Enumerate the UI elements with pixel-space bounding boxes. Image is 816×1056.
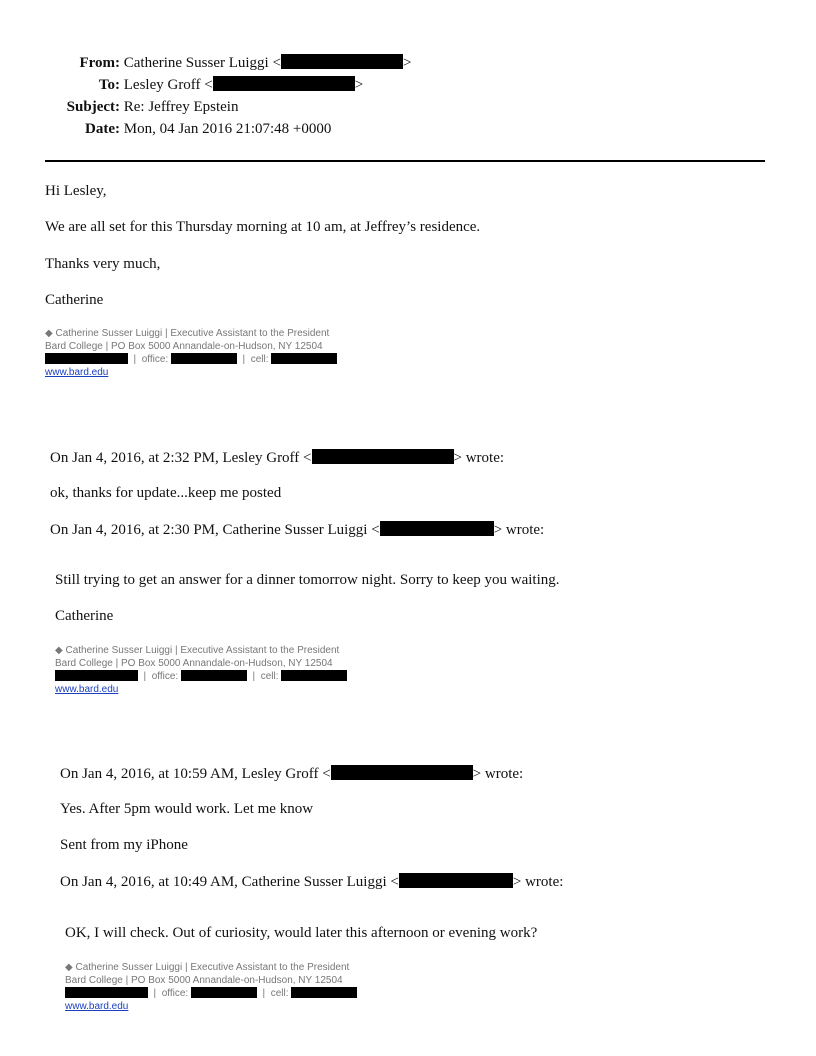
bard-link[interactable]: www.bard.edu: [55, 684, 119, 695]
date-text: Mon, 04 Jan 2016 21:07:48 +0000: [123, 121, 332, 137]
redacted-block: [380, 521, 494, 536]
bracket: >: [354, 77, 364, 93]
redacted-block: [181, 670, 247, 681]
redacted-block: [312, 449, 454, 464]
quote-body: Yes. After 5pm would work. Let me know: [60, 801, 314, 817]
redacted-block: [281, 54, 403, 69]
redacted-block: [55, 670, 138, 681]
signature-line: ◆ Catherine Susser Luiggi | Executive Assistant to the President: [65, 962, 350, 973]
signoff: Catherine: [55, 608, 114, 624]
from-label: From:: [79, 55, 120, 71]
signature-block: [65, 961, 357, 1013]
redacted-block: [281, 670, 347, 681]
quote-header: On Jan 4, 2016, at 10:49 AM, Catherine Susser Luiggi < > wrote:: [60, 874, 564, 890]
from-name: Catherine Susser Luiggi <: [123, 55, 281, 71]
redacted-block: [191, 987, 257, 998]
email-date-row: [0, 118, 331, 140]
quote-body: ok, thanks for update...keep me posted: [50, 485, 282, 501]
greeting: Hi Lesley,: [45, 183, 107, 199]
date-label: Date:: [85, 121, 120, 137]
quote-header: On Jan 4, 2016, at 2:30 PM, Catherine Susser Luiggi < > wrote:: [50, 522, 545, 538]
email-from-row: [0, 52, 411, 74]
redacted-block: [271, 353, 337, 364]
quote-body: OK, I will check. Out of curiosity, would later this afternoon or evening work?: [65, 925, 538, 941]
email-subject-row: [0, 96, 238, 118]
redacted-block: [213, 76, 355, 91]
bard-link[interactable]: www.bard.edu: [65, 1001, 129, 1012]
signature-line: ◆ Catherine Susser Luiggi | Executive Assistant to the President: [45, 328, 330, 339]
bracket: >: [402, 55, 412, 71]
subject-label: Subject:: [66, 99, 120, 115]
signature-contact: | office: | cell:: [55, 670, 347, 683]
subject-text: Re: Jeffrey Epstein: [123, 99, 239, 115]
redacted-block: [291, 987, 357, 998]
signature-block: [55, 644, 347, 696]
quote-body: Still trying to get an answer for a dinner tomorrow night. Sorry to keep you waiting.: [55, 572, 560, 588]
redacted-block: [399, 873, 513, 888]
signature-block: [45, 327, 337, 379]
to-name: Lesley Groff <: [123, 77, 213, 93]
body-line: Thanks very much,: [45, 256, 161, 272]
email-to-row: [0, 74, 363, 96]
redacted-block: [45, 353, 128, 364]
redacted-block: [65, 987, 148, 998]
signature-line: Bard College | PO Box 5000 Annandale-on-Hudson, NY 12504: [45, 341, 323, 352]
signoff: Catherine: [45, 292, 104, 308]
to-label: To:: [98, 77, 120, 93]
quote-header: On Jan 4, 2016, at 10:59 AM, Lesley Groff < > wrote:: [60, 766, 524, 782]
signature-contact: | office: | cell:: [45, 353, 337, 366]
redacted-block: [331, 765, 473, 780]
bard-link[interactable]: www.bard.edu: [45, 367, 109, 378]
signature-line: Bard College | PO Box 5000 Annandale-on-Hudson, NY 12504: [65, 975, 343, 986]
body-line: We are all set for this Thursday morning at 10 am, at Jeffrey’s residence.: [45, 219, 481, 235]
header-divider: [45, 160, 765, 162]
sent-from: Sent from my iPhone: [60, 837, 188, 853]
quote-header: On Jan 4, 2016, at 2:32 PM, Lesley Groff < > wrote:: [50, 450, 505, 466]
signature-line: ◆ Catherine Susser Luiggi | Executive Assistant to the President: [55, 645, 340, 656]
signature-line: Bard College | PO Box 5000 Annandale-on-Hudson, NY 12504: [55, 658, 333, 669]
redacted-block: [171, 353, 237, 364]
signature-contact: | office: | cell:: [65, 987, 357, 1000]
